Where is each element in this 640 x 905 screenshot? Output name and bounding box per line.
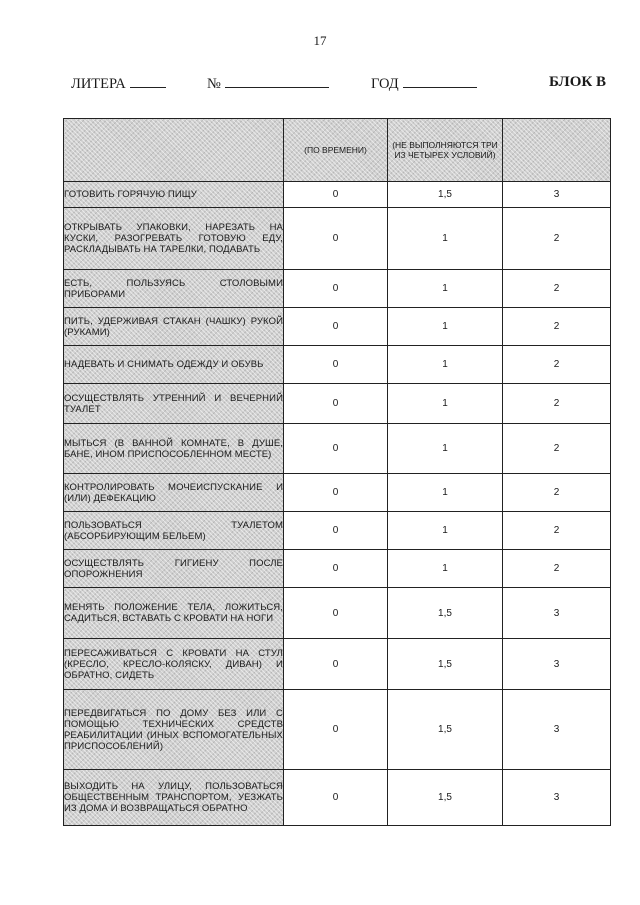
activity-cell: НАДЕВАТЬ И СНИМАТЬ ОДЕЖДУ И ОБУВЬ xyxy=(64,346,284,384)
score-time-cell: 0 xyxy=(284,512,388,550)
year-blank xyxy=(403,74,477,88)
litera-blank xyxy=(130,74,166,88)
header-row xyxy=(64,119,611,182)
activity-cell: ЕСТЬ, ПОЛЬЗУЯСЬ СТОЛОВЫМИ ПРИБОРАМИ xyxy=(64,270,284,308)
score-full-cell: 3 xyxy=(503,770,611,826)
table-row xyxy=(64,512,611,550)
activity-cell: ПЕРЕСАЖИВАТЬСЯ С КРОВАТИ НА СТУЛ (КРЕСЛО, КРЕСЛО-КОЛЯСКУ, ДИВАН) И ОБРАТНО, СИДЕТЬ xyxy=(64,639,284,690)
score-partial-cell: 1 xyxy=(388,270,503,308)
block-label: БЛОК В xyxy=(549,74,607,90)
score-full-cell: 2 xyxy=(503,208,611,270)
score-partial-cell: 1 xyxy=(388,550,503,588)
table-row xyxy=(64,208,611,270)
number-field xyxy=(207,74,329,93)
page-number: 17 xyxy=(313,33,327,48)
table-row xyxy=(64,474,611,512)
score-partial-cell: 1,5 xyxy=(388,182,503,208)
table-row xyxy=(64,308,611,346)
score-time-cell: 0 xyxy=(284,770,388,826)
year-label: ГОД xyxy=(371,76,399,92)
table-row xyxy=(64,182,611,208)
activity-cell: МЕНЯТЬ ПОЛОЖЕНИЕ ТЕЛА, ЛОЖИТЬСЯ, САДИТЬСЯ, ВСТАВАТЬ С КРОВАТИ НА НОГИ xyxy=(64,588,284,639)
assessment-table xyxy=(63,118,611,826)
table-row xyxy=(64,384,611,424)
number-blank xyxy=(225,74,329,88)
table-row xyxy=(64,550,611,588)
score-partial-cell: 1 xyxy=(388,384,503,424)
score-partial-cell: 1,5 xyxy=(388,690,503,770)
score-time-cell: 0 xyxy=(284,208,388,270)
col-header-time: (ПО ВРЕМЕНИ) xyxy=(284,119,388,182)
table-row xyxy=(64,270,611,308)
score-time-cell: 0 xyxy=(284,474,388,512)
score-full-cell: 2 xyxy=(503,424,611,474)
year-field xyxy=(371,74,477,93)
score-full-cell: 3 xyxy=(503,182,611,208)
score-full-cell: 2 xyxy=(503,384,611,424)
score-time-cell: 0 xyxy=(284,384,388,424)
litera-field xyxy=(71,74,166,93)
activity-cell: ГОТОВИТЬ ГОРЯЧУЮ ПИЩУ xyxy=(64,182,284,208)
col-header-activity xyxy=(64,119,284,182)
activity-cell: ОСУЩЕСТВЛЯТЬ УТРЕННИЙ И ВЕЧЕРНИЙ ТУАЛЕТ xyxy=(64,384,284,424)
score-time-cell: 0 xyxy=(284,588,388,639)
score-time-cell: 0 xyxy=(284,308,388,346)
score-full-cell: 3 xyxy=(503,588,611,639)
activity-cell: ОТКРЫВАТЬ УПАКОВКИ, НАРЕЗАТЬ НА КУСКИ, РАЗОГРЕВАТЬ ГОТОВУЮ ЕДУ, РАСКЛАДЫВАТЬ НА ТАРЕЛКИ, ПОДАВАТЬ xyxy=(64,208,284,270)
score-partial-cell: 1 xyxy=(388,308,503,346)
score-time-cell: 0 xyxy=(284,346,388,384)
litera-label: ЛИТЕРА xyxy=(71,76,126,92)
score-partial-cell: 1 xyxy=(388,346,503,384)
table-row xyxy=(64,639,611,690)
score-time-cell: 0 xyxy=(284,424,388,474)
col-header-conditions: (НЕ ВЫПОЛНЯЮТСЯ ТРИ ИЗ ЧЕТЫРЕХ УСЛОВИЙ) xyxy=(388,119,503,182)
activity-cell: ОСУЩЕСТВЛЯТЬ ГИГИЕНУ ПОСЛЕ ОПОРОЖНЕНИЯ xyxy=(64,550,284,588)
table-row xyxy=(64,770,611,826)
score-time-cell: 0 xyxy=(284,550,388,588)
table-row xyxy=(64,588,611,639)
score-partial-cell: 1 xyxy=(388,424,503,474)
table-row xyxy=(64,346,611,384)
score-full-cell: 2 xyxy=(503,308,611,346)
table-row xyxy=(64,424,611,474)
col-header-full xyxy=(503,119,611,182)
score-partial-cell: 1,5 xyxy=(388,588,503,639)
activity-cell: МЫТЬСЯ (В ВАННОЙ КОМНАТЕ, В ДУШЕ, БАНЕ, ИНОМ ПРИСПОСОБЛЕННОМ МЕСТЕ) xyxy=(64,424,284,474)
score-time-cell: 0 xyxy=(284,690,388,770)
score-full-cell: 2 xyxy=(503,512,611,550)
score-time-cell: 0 xyxy=(284,270,388,308)
score-full-cell: 3 xyxy=(503,639,611,690)
score-full-cell: 3 xyxy=(503,690,611,770)
activity-cell: ПОЛЬЗОВАТЬСЯ ТУАЛЕТОМ (АБСОРБИРУЮЩИМ БЕЛЬЕМ) xyxy=(64,512,284,550)
table-row xyxy=(64,690,611,770)
number-label: № xyxy=(207,76,221,92)
activity-cell: ПИТЬ, УДЕРЖИВАЯ СТАКАН (ЧАШКУ) РУКОЙ (РУКАМИ) xyxy=(64,308,284,346)
activity-cell: ВЫХОДИТЬ НА УЛИЦУ, ПОЛЬЗОВАТЬСЯ ОБЩЕСТВЕННЫМ ТРАНСПОРТОМ, УЕЗЖАТЬ ИЗ ДОМА И ВОЗВРАЩАТЬСЯ ОБРАТНО xyxy=(64,770,284,826)
score-partial-cell: 1 xyxy=(388,208,503,270)
score-time-cell: 0 xyxy=(284,182,388,208)
activity-cell: КОНТРОЛИРОВАТЬ МОЧЕИСПУСКАНИЕ И (ИЛИ) ДЕФЕКАЦИЮ xyxy=(64,474,284,512)
activity-cell: ПЕРЕДВИГАТЬСЯ ПО ДОМУ БЕЗ ИЛИ С ПОМОЩЬЮ ТЕХНИЧЕСКИХ СРЕДСТВ РЕАБИЛИТАЦИИ (ИНЫХ ВСПОМОГАТЕЛЬНЫХ ПРИСПОСОБЛЕНИЙ) xyxy=(64,690,284,770)
score-full-cell: 2 xyxy=(503,346,611,384)
score-partial-cell: 1 xyxy=(388,512,503,550)
score-full-cell: 2 xyxy=(503,270,611,308)
score-time-cell: 0 xyxy=(284,639,388,690)
score-partial-cell: 1,5 xyxy=(388,770,503,826)
score-full-cell: 2 xyxy=(503,474,611,512)
score-full-cell: 2 xyxy=(503,550,611,588)
score-partial-cell: 1 xyxy=(388,474,503,512)
score-partial-cell: 1,5 xyxy=(388,639,503,690)
